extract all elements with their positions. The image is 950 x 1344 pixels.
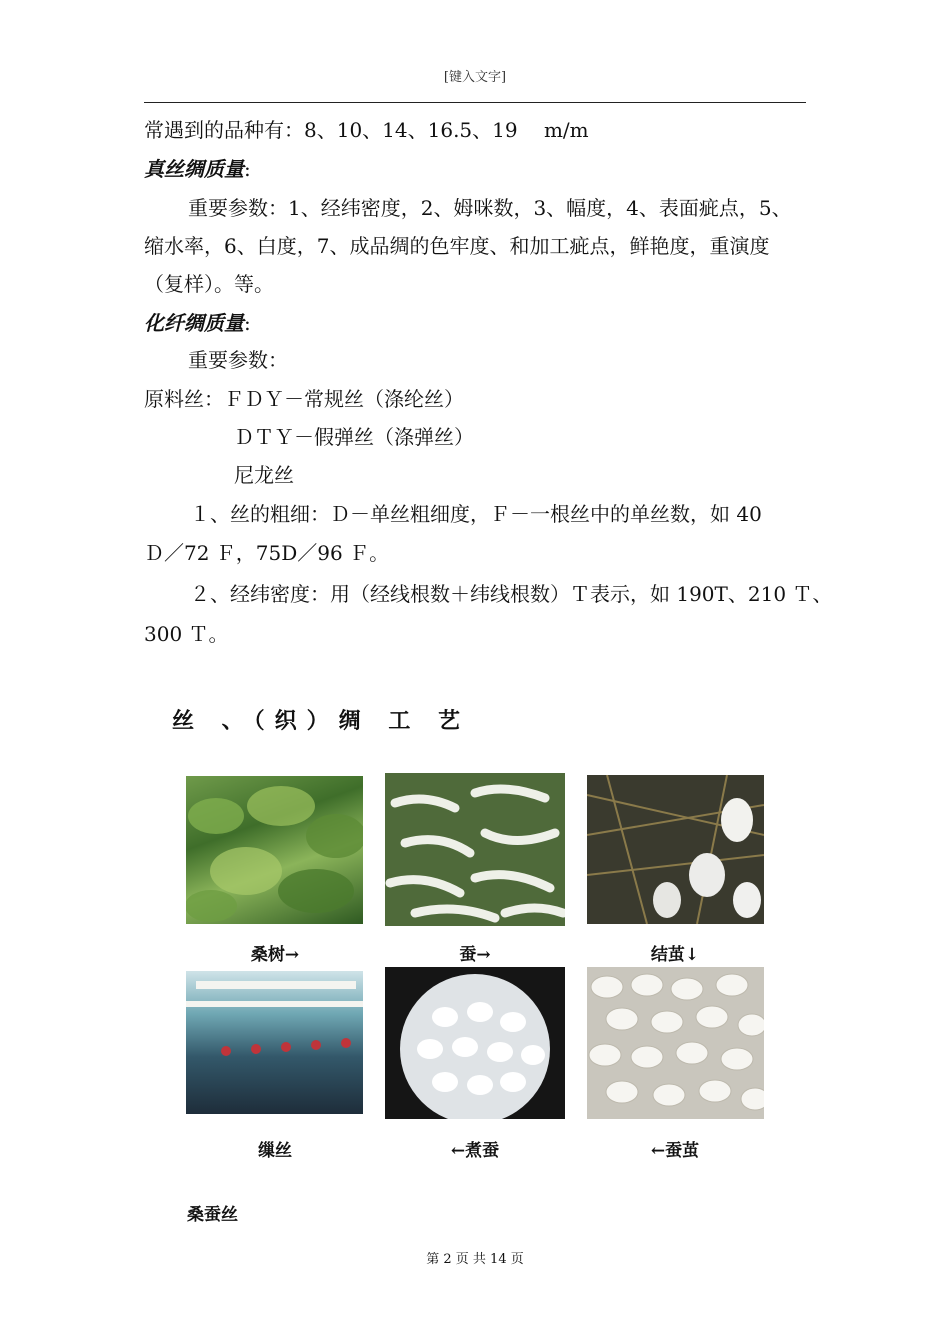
mulberry-silk-label: 桑蚕丝 <box>187 1205 238 1225</box>
page-header: [键入文字] <box>443 70 507 85</box>
item-1-line-a: １、丝的粗细：Ｄ－单丝粗细度，Ｆ－一根丝中的单丝数，如 40 <box>190 502 762 526</box>
cocooning-photo <box>587 775 764 924</box>
page-footer: 第 2 页 共 14 页 <box>426 1252 524 1267</box>
chem-quality-heading-colon: : <box>244 311 251 335</box>
mulberry-leaves-graphic <box>186 776 363 924</box>
item-1-line-b: Ｄ／72 Ｆ，75D／96 Ｆ。 <box>144 541 390 565</box>
mulberry-tree-photo <box>186 776 363 924</box>
varieties-line: 常遇到的品种有：8、10、14、16.5、19 m/m <box>144 118 589 142</box>
silk-params-line-3: （复样）。等。 <box>144 272 274 296</box>
chem-quality-heading <box>144 304 251 342</box>
raw-silk-line-1: 原料丝：ＦＤＹ－常规丝（涤纶丝） <box>144 387 464 411</box>
reeling-caption: 缫丝 <box>258 1141 292 1161</box>
silk-reeling-photo <box>186 971 363 1114</box>
cocooning-graphic <box>587 775 764 924</box>
reeling-machine-graphic <box>186 971 363 1114</box>
silkworms-graphic <box>385 773 565 926</box>
chem-params-line: 重要参数： <box>188 348 288 372</box>
raw-silk-line-2: ＤＴＹ－假弹丝（涤弹丝） <box>234 425 474 449</box>
cocoons-photo <box>587 967 764 1119</box>
cocooning-caption: 结茧↓ <box>650 945 700 965</box>
raw-silk-line-3: 尼龙丝 <box>234 463 294 487</box>
boiling-cocoons-graphic <box>385 967 565 1119</box>
silkworm-photo <box>385 773 565 926</box>
silk-quality-heading <box>144 150 251 188</box>
boiling-caption: ←煮蚕 <box>450 1141 500 1161</box>
header-rule <box>144 102 806 103</box>
boiling-cocoons-photo <box>385 967 565 1119</box>
section-title: 丝 、（织）绸 工 艺 <box>172 708 470 734</box>
mulberry-caption: 桑树→ <box>250 945 300 965</box>
cocoons-graphic <box>587 967 764 1119</box>
chem-quality-heading-text: 化纤绸质量 <box>144 311 244 335</box>
item-2-line-b: 300 Ｔ。 <box>144 622 229 646</box>
item-2-line-a: ２、经纬密度：用（经线根数＋纬线根数）Ｔ表示，如 190T、210 Ｔ、 <box>190 582 833 606</box>
silk-quality-heading-text: 真丝绸质量 <box>144 157 244 181</box>
silk-quality-heading-colon: : <box>244 157 251 181</box>
silk-params-line-2: 缩水率，6、白度，7、成品绸的色牢度、和加工疵点，鲜艳度，重演度 <box>144 234 770 258</box>
cocoon-caption: ←蚕茧 <box>650 1141 700 1161</box>
silkworm-caption: 蚕→ <box>459 945 491 965</box>
silk-params-line-1: 重要参数：1、经纬密度，2、姆咪数，3、幅度，4、表面疵点，5、 <box>188 196 792 220</box>
